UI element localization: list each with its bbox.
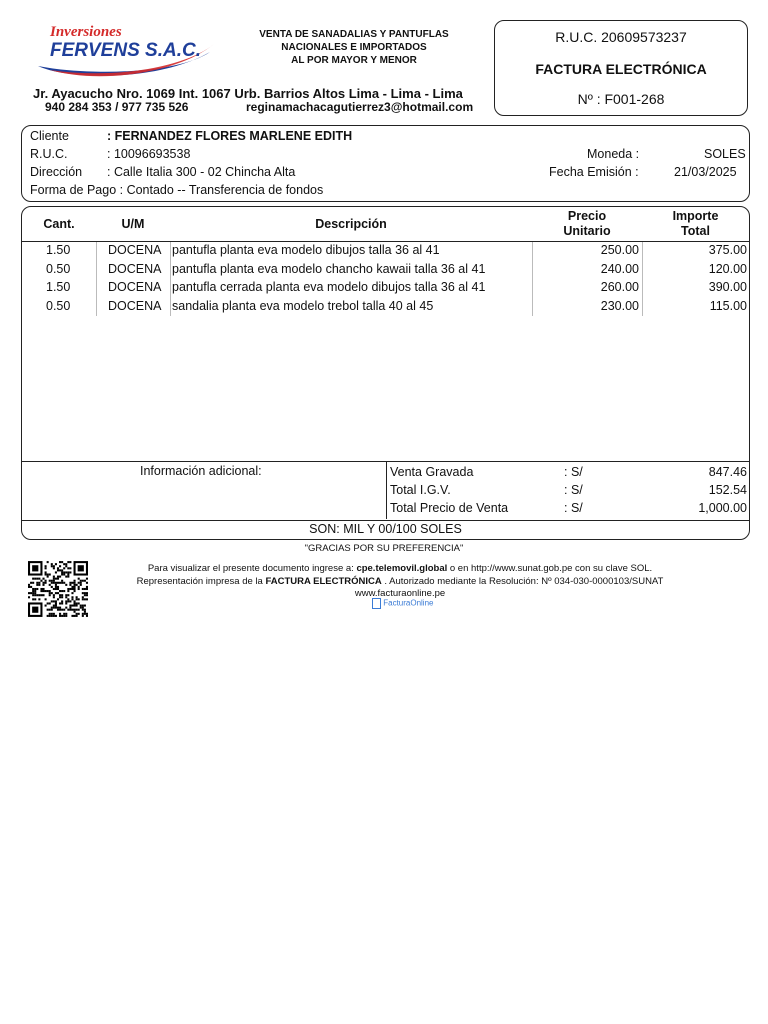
legal-notice — [110, 563, 690, 601]
document-icon — [372, 598, 381, 609]
total-currency: : S/ — [564, 501, 583, 515]
company-email: reginamachacagutierrez3@hotmail.com — [246, 100, 474, 114]
currency-value: SOLES — [704, 147, 746, 161]
column-divider — [532, 242, 533, 316]
client-address: : Calle Italia 300 - 02 Chincha Alta — [107, 165, 296, 179]
row-description: pantufla cerrada planta eva modelo dibujos talla 36 al 41 — [172, 280, 486, 294]
total-currency: : S/ — [564, 483, 583, 497]
col-header-total-line: Importe — [672, 209, 719, 223]
row-unit: DOCENA — [108, 262, 162, 276]
row-total: 390.00 — [708, 280, 747, 294]
col-header-total — [642, 209, 749, 239]
invoice-id-box — [494, 20, 748, 116]
column-divider — [642, 242, 643, 316]
total-currency: : S/ — [564, 465, 583, 479]
logo-text-1: Inversiones — [50, 24, 122, 40]
col-header-unit: U/M — [121, 217, 145, 231]
payment-method: Forma de Pago : Contado -- Transferencia de fondos — [30, 183, 324, 197]
thanks-note: "GRACIAS POR SU PREFERENCIA" — [304, 543, 464, 554]
col-header-qty: Cant. — [43, 217, 75, 231]
legal-text: . Autorizado mediante la Resolución: Nº 034-030-0000103/SUNAT — [381, 575, 664, 587]
row-description: pantufla planta eva modelo chancho kawaii talla 36 al 41 — [172, 262, 486, 276]
col-header-unit-price-line: Precio — [567, 209, 607, 223]
logo-text-2: FERVENS S.A.C. — [50, 40, 201, 61]
row-description: sandalia planta eva modelo trebol talla 40 al 45 — [172, 299, 434, 313]
row-qty: 0.50 — [46, 299, 71, 313]
row-unit-price: 240.00 — [600, 262, 639, 276]
amount-in-words: SON: MIL Y 00/100 SOLES — [309, 522, 462, 536]
items-table — [21, 206, 750, 540]
row-unit-price: 260.00 — [600, 280, 639, 294]
company-phones: 940 284 353 / 977 735 526 — [45, 100, 189, 114]
client-name-label: Cliente — [30, 129, 69, 143]
document-type: FACTURA ELECTRÓNICA — [535, 61, 707, 77]
legal-text: Para visualizar el presente documento ingrese a: — [147, 563, 357, 574]
legal-text: o en http://www.sunat.gob.pe con su clave SOL. — [447, 563, 653, 574]
issue-date-label: Fecha Emisión : — [549, 165, 639, 179]
totals-column-divider — [386, 461, 387, 519]
currency-label: Moneda : — [587, 147, 640, 161]
total-amount: 1,000.00 — [698, 501, 747, 515]
amount-words-divider — [22, 520, 749, 521]
row-unit: DOCENA — [108, 299, 162, 313]
company-address: Jr. Ayacucho Nro. 1069 Int. 1067 Urb. Barrios Altos Lima - Lima - Lima — [33, 86, 463, 101]
client-address-label: Dirección — [30, 165, 83, 179]
col-header-unit-price-line: Unitario — [563, 224, 611, 238]
row-unit: DOCENA — [108, 243, 162, 257]
column-divider — [96, 242, 97, 316]
total-label: Total Precio de Venta — [390, 501, 509, 515]
row-total: 120.00 — [708, 262, 747, 276]
row-qty: 1.50 — [46, 280, 71, 294]
qr-code — [28, 561, 88, 617]
issuer-ruc: R.U.C. 20609573237 — [555, 29, 687, 45]
client-ruc: : 10096693538 — [107, 147, 191, 161]
tagline-line: VENTA DE SANADALIAS Y PANTUFLAS — [259, 29, 449, 40]
col-header-total-line: Total — [681, 224, 710, 238]
col-header-unit-price — [532, 209, 642, 239]
col-header-description: Descripción — [315, 217, 387, 231]
tagline-line: NACIONALES E IMPORTADOS — [281, 42, 427, 53]
legal-line-2 — [110, 576, 690, 589]
legal-doc-type: FACTURA ELECTRÓNICA — [265, 575, 382, 587]
client-name: : FERNANDEZ FLORES MARLENE EDITH — [107, 129, 353, 143]
legal-text: Representación impresa de la — [136, 575, 266, 587]
column-divider — [170, 242, 171, 316]
row-total: 115.00 — [709, 299, 747, 313]
facturaonline-logo — [372, 598, 433, 609]
company-logo — [28, 22, 218, 84]
total-label: Venta Gravada — [390, 465, 474, 479]
tagline-line: AL POR MAYOR Y MENOR — [291, 55, 417, 66]
company-tagline — [248, 28, 460, 67]
row-unit-price: 250.00 — [600, 243, 639, 257]
row-unit-price: 230.00 — [600, 299, 639, 313]
row-description: pantufla planta eva modelo dibujos talla 36 al 41 — [172, 243, 440, 257]
issue-date: 21/03/2025 — [674, 165, 737, 179]
additional-info-label: Información adicional: — [140, 464, 262, 478]
total-amount: 152.54 — [708, 483, 747, 497]
invoice-number: Nº : F001-268 — [577, 91, 665, 107]
provider-website-link[interactable]: www.facturaonline.pe — [354, 588, 446, 599]
row-unit: DOCENA — [108, 280, 162, 294]
legal-line-1 — [110, 563, 690, 576]
row-total: 375.00 — [708, 243, 747, 257]
header-divider — [22, 241, 749, 242]
lookup-site-link[interactable]: cpe.telemovil.global — [356, 563, 448, 574]
total-label: Total I.G.V. — [390, 483, 451, 497]
total-amount: 847.46 — [708, 465, 747, 479]
client-info-box — [21, 125, 750, 202]
row-qty: 1.50 — [46, 243, 71, 257]
brand-text: FacturaOnline — [383, 598, 434, 608]
row-qty: 0.50 — [46, 262, 71, 276]
client-ruc-label: R.U.C. — [30, 147, 68, 161]
